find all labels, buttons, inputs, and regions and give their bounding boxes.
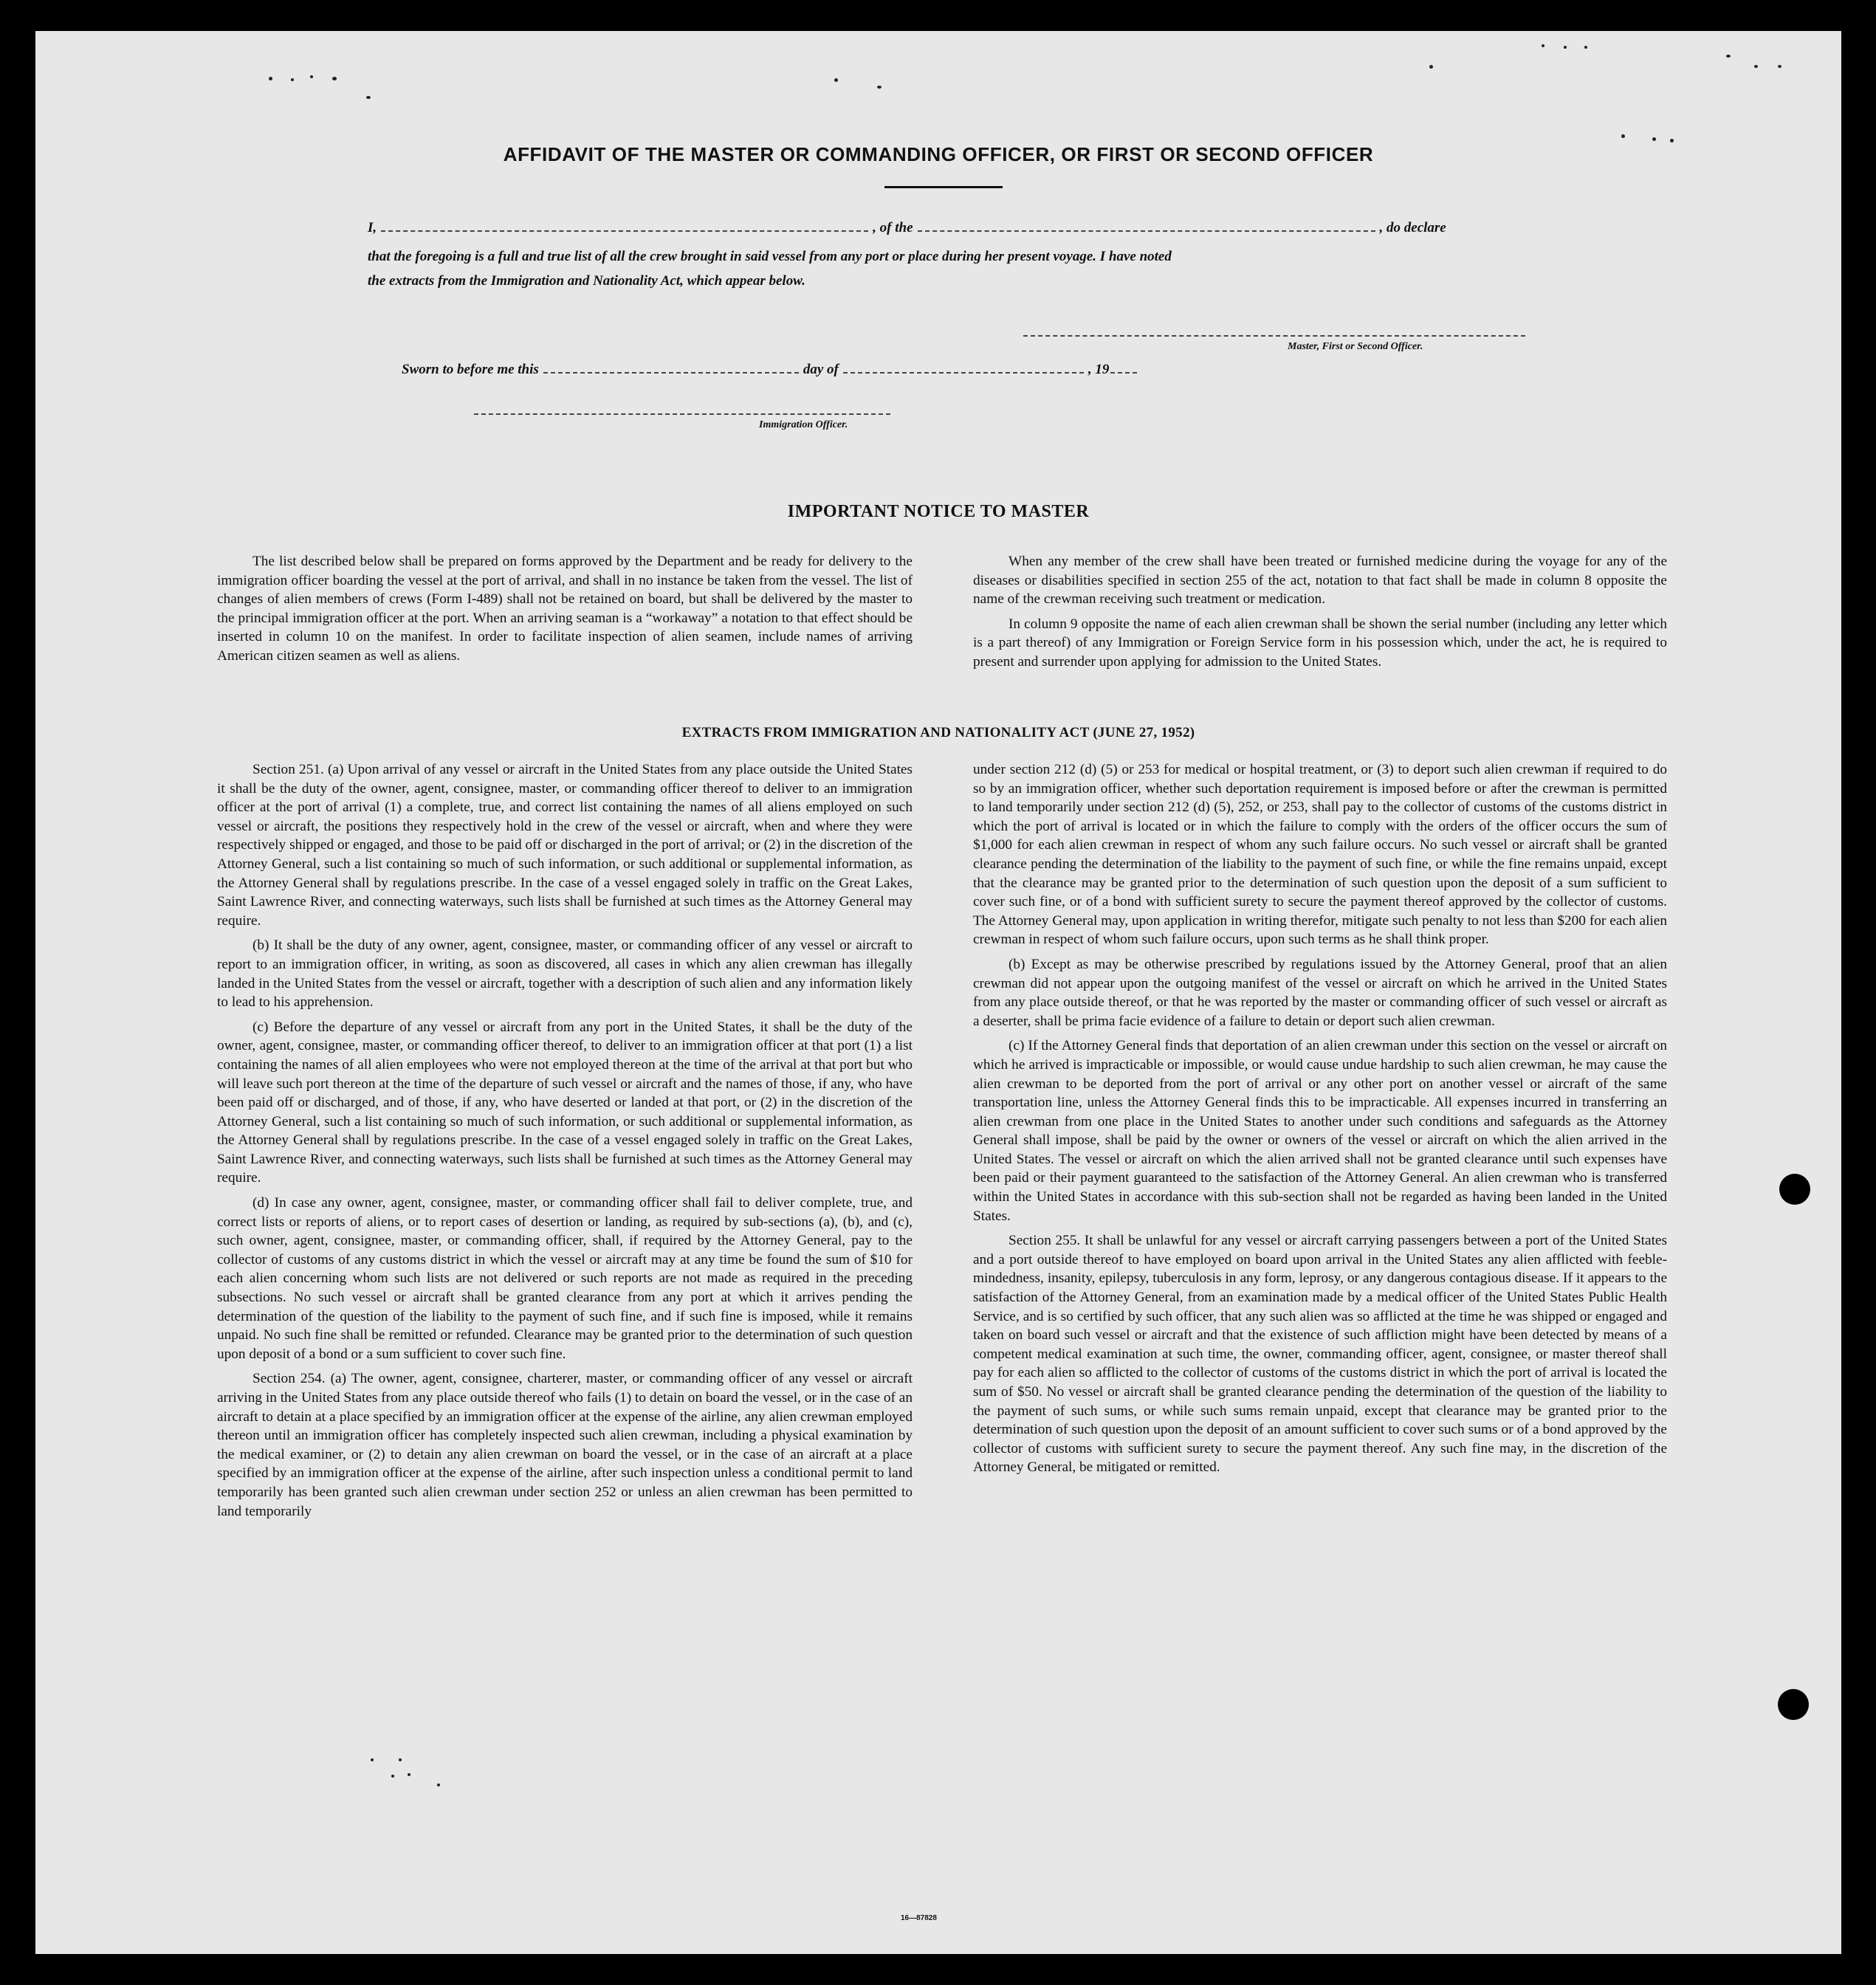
form-code: 16—87828	[901, 1914, 937, 1922]
extracts-right-column	[973, 760, 1667, 1483]
section-254-c: (c) If the Attorney General finds that deportation of an alien crewman under this section on the vessel or aircraft on which he arrived is impracticable or impossible, or would cause undue hardship to such alien crewman, he may cause the alien crewman to be deported from the port of arrival or any other port on another vessel or aircraft of the same transportation line, unless the Attorney General finds this to be impracticable. All expenses incurred in transferring an alien crewman from one place in the United States to another under such conditions and safeguards as the Attorney General shall impose, shall be paid by the owner or owners of the vessel or aircraft on which the alien arrived in the United States. The vessel or aircraft on which the alien arrived shall not be granted clearance until such expenses have been paid or their payment guaranteed to the satisfaction of the Attorney General. An alien crewman who is transferred within the United States in accordance with this sub-section shall not be regarded as having been landed in the United States.	[973, 1038, 1667, 1224]
scan-speck	[1754, 65, 1758, 68]
notice-paragraph: The list described below shall be prepared on forms approved by the Department and be ready for delivery to the immigration officer boarding the vessel at the port of arrival, and shall in no instance be taken from the vessel. The list of changes of alien members of crews (Form I-489) shall not be retained on board, but shall be delivered by the master to the principal immigration officer at the port. When an arriving seaman is a “workaway” a notation to that effect should be inserted in column 10 on the manifest. In order to facilitate inspection of alien seamen, include names of arriving American citizen seamen as well as aliens.	[217, 554, 913, 664]
scan-speck	[1564, 46, 1567, 49]
immigration-signature-line[interactable]	[474, 413, 890, 415]
section-254-a-continued: under section 212 (d) (5) or 253 for medical or hospital treatment, or (3) to deport such alien crewman if required to do so by an immigration officer, whether such deportation requirement is imposed before or after the crewman is permitted to land temporarily under section 212 (d) (5), 252, or 253, shall pay to the collector of customs of the customs district in which the port of arrival is located or in which the failure to comply with the orders of the officer occurs the sum of $1,000 for each alien crewman in respect of whom any such failure occurs. No such vessel or aircraft shall be granted clearance pending the determination of the liability to the payment of such fine, or while the fine remains unpaid, except that the clearance may be granted prior to the determination of such question upon the deposit of a sum sufficient to cover such fine, or of a bond with sufficient surety to secure the payment thereof approved by the collector of customs. The Attorney General may, upon application in writing therefor, mitigate such penalty to not less than $200 for each alien crewman in respect of whom such failure occurs, upon such terms as he shall think proper.	[973, 762, 1667, 948]
section-251-d: (d) In case any owner, agent, consignee, master, or commanding officer shall fail to deliver complete, true, and correct lists or reports of aliens, or to report cases of desertion or landing, as required by sub-sections (a), (b), and (c), such owner, agent, consignee, master, or commanding officer, shall, if required by the Attorney General, pay to the collector of customs of any customs district in which the vessel or aircraft may at any time be found the sum of $10 for each alien concerning whom such lists are not delivered or such reports are not made as required in the preceding subsections. No such vessel or aircraft shall be granted clearance from any port at which it arrives pending the determination of the question of the liability to the payment of such fine, and if such fine is imposed, while it remains unpaid. No such fine shall be remitted or refunded. Clearance may be granted prior to the determination of such question upon deposit of a bond or a sum sufficient to cover such fine.	[217, 1195, 913, 1362]
declarant-name-field[interactable]	[381, 230, 868, 232]
scan-speck	[269, 77, 272, 80]
extracts-left-column	[217, 760, 913, 1527]
scan-speck	[391, 1775, 394, 1778]
extracts-title: EXTRACTS FROM IMMIGRATION AND NATIONALITY ACT (JUNE 27, 1952)	[681, 725, 1195, 740]
notice-right-column	[973, 552, 1667, 678]
section-251-c: (c) Before the departure of any vessel or aircraft from any port in the United States, it shall be the duty of the owner, agent, consignee, master, or commanding officer thereof, to deliver to an immigration officer at that port (1) a list containing the names of all alien employees who were not employed thereon at the time of the arrival at that port but who will leave such port thereon at the time of the departure of such vessel or aircraft and the names of those, if any, who have been paid off or discharged, and of those, if any, who have deserted or landed at that port, or (2) in the discretion of the Attorney General, such a list containing so much of such information, or such additional or supplemental information, as the Attorney General shall by regulations prescribe. In the case of a vessel engaged solely in traffic on the Great Lakes, Saint Lawrence River, and connecting waterways, such lists shall be furnished at such times as the Attorney General may require.	[217, 1019, 913, 1186]
sworn-month-field[interactable]	[843, 372, 1084, 374]
master-signature-line[interactable]	[1023, 335, 1525, 337]
scan-speck	[1652, 137, 1656, 141]
scan-speck	[834, 78, 838, 82]
scan-speck	[291, 78, 294, 81]
scan-speck	[332, 77, 337, 80]
scan-speck	[1726, 55, 1731, 58]
scan-speck	[1621, 134, 1625, 138]
punch-hole	[1779, 1174, 1810, 1205]
notice-title: IMPORTANT NOTICE TO MASTER	[787, 502, 1090, 521]
title-rule	[884, 186, 1003, 188]
master-caption: Master, First or Second Officer.	[1288, 341, 1423, 352]
scan-speck	[366, 96, 371, 99]
vessel-name-field[interactable]	[918, 230, 1375, 232]
scan-speck	[877, 86, 882, 89]
scan-speck	[399, 1758, 402, 1761]
section-254-a: Section 254. (a) The owner, agent, consignee, charterer, master, or commanding officer of any vessel or aircraft arriving in the United States from any place outside thereof who fails (1) to detain on board the vessel, or in the case of an aircraft to detain at a place specified by an immigration officer at the expense of the airline, any alien crewman employed thereon until an immigration officer has completely inspected such alien crewman, including a physical examination by the medical examiner, or (2) to detain any alien crewman on board the vessel, or in the case of an aircraft at a place specified by an immigration officer at the expense of the airline, after such inspection unless a conditional permit to land temporarily has been granted such alien crewman under section 252 or unless an alien crewman has been permitted to land temporarily	[217, 1371, 913, 1519]
sworn-line	[402, 362, 1141, 378]
section-251-b: (b) It shall be the duty of any owner, agent, consignee, master, or commanding officer of any vessel or aircraft to report to an immigration officer, in writing, as soon as discovered, all cases in which any alien crewman has illegally landed in the United States from the vessel or aircraft, together with a description of such alien and any information likely to lead to his apprehension.	[217, 938, 913, 1011]
immigration-caption: Immigration Officer.	[759, 419, 848, 430]
scan-speck	[1778, 65, 1781, 68]
scan-speck	[1542, 44, 1545, 47]
sworn-day-field[interactable]	[543, 372, 799, 374]
notice-left-column	[217, 552, 913, 672]
punch-hole	[1778, 1689, 1809, 1720]
sworn-label: Sworn to before me this	[402, 362, 539, 377]
declaration-text-2: that the foregoing is a full and true list of all the crew brought in said vessel from any port or place during her present voyage. I have noted	[368, 249, 1172, 264]
section-251-a: Section 251. (a) Upon arrival of any vessel or aircraft in the United States from any place outside the United States it shall be the duty of the owner, agent, consignee, master, or commanding officer thereof to deliver to an immigration officer at the port of arrival (1) a complete, true, and correct list containing the names of all aliens employed on such vessel or aircraft, the positions they respectively hold in the crew of the vessel or aircraft, when and where they were respectively shipped or engaged, and those to be paid off or discharged in the port of arrival; or (2) in the discretion of the Attorney General, such a list containing so much of such information, or such additional or supplemental information, as the Attorney General shall by regulations prescribe. In the case of a vessel engaged solely in traffic on the Great Lakes, Saint Lawrence River, and connecting waterways, such lists shall be furnished at such times as the Attorney General may require.	[217, 762, 913, 929]
of-the-label: , of the	[873, 220, 913, 235]
scan-speck	[408, 1773, 410, 1776]
year-prefix: , 19	[1088, 362, 1110, 377]
declarant-prefix: I,	[368, 220, 377, 235]
scan-speck	[1429, 65, 1433, 69]
scan-speck	[310, 75, 313, 78]
scan-speck	[371, 1758, 374, 1761]
declare-label: , do declare	[1379, 220, 1446, 235]
affidavit-title: AFFIDAVIT OF THE MASTER OR COMMANDING OFFICER, OR FIRST OR SECOND OFFICER	[503, 143, 1374, 165]
declaration-text-3: the extracts from the Immigration and Nationality Act, which appear below.	[368, 273, 805, 289]
section-254-b: (b) Except as may be otherwise prescribed by regulations issued by the Attorney General, proof that an alien crewman did not appear upon the outgoing manifest of the vessel or aircraft on which he arrived in the United States from any place outside thereof, or that he was reported by the master or commanding officer of such vessel or aircraft as a deserter, shall be prima facie evidence of a failure to detain or deport such alien crewman.	[973, 956, 1667, 1029]
declaration-line	[368, 220, 1446, 236]
notice-paragraph: In column 9 opposite the name of each alien crewman shall be shown the serial number (including any letter which is a part thereof) of any Immigration or Foreign Service form in his possession which, under the act, he is required to present and surrender upon applying for admission to the United States.	[973, 616, 1667, 670]
scan-speck	[437, 1783, 440, 1786]
section-255: Section 255. It shall be unlawful for any vessel or aircraft carrying passengers between a port of the United States and a port outside thereof to have employed on board upon arrival in the United States any alien afflicted with feeble-mindedness, insanity, epilepsy, tuberculosis in any form, leprosy, or any dangerous contagious disease. If it appears to the satisfaction of the Attorney General, from an examination made by a medical officer of the United States Public Health Service, and is so certified by such officer, that any such alien was so afflicted at the time he was shipped or engaged and taken on board such vessel or aircraft and that the existence of such affliction might have been detected by means of a competent medical examination at such time, the owner, commanding officer, agent, consignee, or master thereof shall pay for each alien so afflicted to the collector of customs of the customs district in which the port of arrival is located the sum of $50. No vessel or aircraft shall be granted clearance pending the determination of the question of the liability to the payment of such sums, or while such sums remain unpaid, except that clearance may be granted prior to the determination of such question upon the deposit of an amount sufficient to cover such sums or of a bond approved by the collector of customs with sufficient surety to secure the payment thereof. Any such fine may, in the discretion of the Attorney General, be mitigated or remitted.	[973, 1233, 1667, 1476]
scan-speck	[1670, 139, 1674, 142]
notice-paragraph: When any member of the crew shall have been treated or furnished medicine during the voyage for any of the diseases or disabilities specified in section 255 of the act, notation to that fact shall be made in column 8 opposite the name of the crewman receiving such treatment or medication.	[973, 554, 1667, 608]
scan-speck	[1584, 46, 1587, 49]
day-of-label: day of	[803, 362, 839, 377]
form-page	[35, 31, 1841, 1954]
sworn-year-field[interactable]	[1110, 372, 1137, 374]
